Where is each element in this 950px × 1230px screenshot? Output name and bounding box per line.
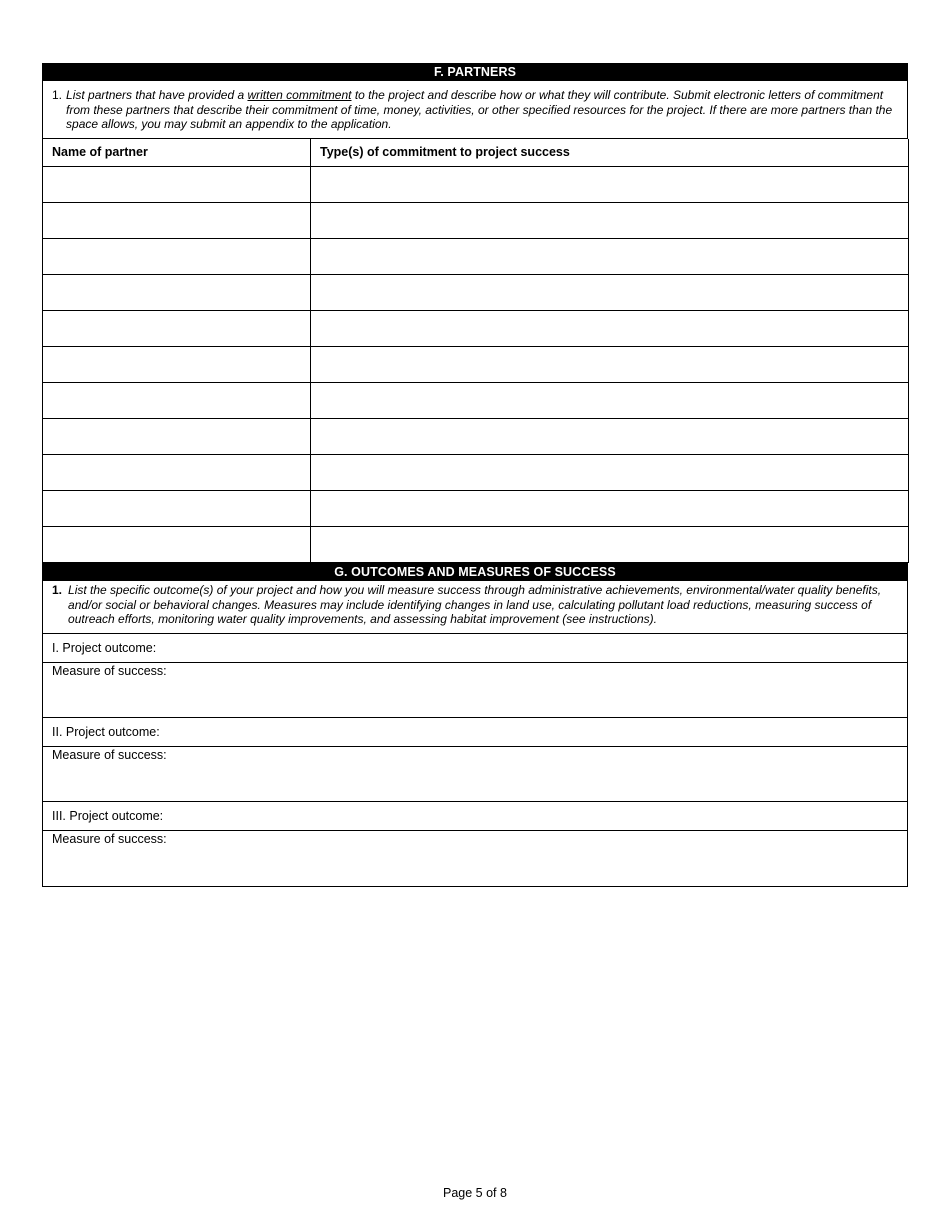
commitment-cell[interactable] [311, 383, 909, 419]
commitment-cell[interactable] [311, 419, 909, 455]
instruction-number: 1. [52, 88, 63, 102]
instruction-number: 1. [52, 583, 63, 597]
measure-label: Measure of success: [52, 663, 167, 678]
instruction-text-underlined: written commitment [247, 88, 352, 102]
table-row [43, 383, 909, 419]
section-f-instructions [42, 81, 908, 139]
instruction-text-pre: List partners that have provided a [66, 88, 248, 102]
partner-name-cell[interactable] [43, 419, 311, 455]
table-row [43, 239, 909, 275]
project-outcome-label: I. Project outcome: [52, 640, 157, 655]
measure-of-success-2[interactable] [43, 747, 907, 802]
instruction-text [66, 88, 897, 132]
project-outcome-label: II. Project outcome: [52, 724, 160, 739]
measure-of-success-3[interactable] [43, 831, 907, 886]
table-row [43, 455, 909, 491]
col-header-partner: Name of partner [43, 139, 311, 167]
instruction-text: List the specific outcome(s) of your project and how you will measure success through administrative achievements, environmental/water quality benefits, and/or social or behavioral changes. Measures may include identifying changes in land use, calculating pollutant load reductions, measuring success of outreach efforts, monitoring water quality improvements, and assessing habitat improvement (see instructions). [68, 583, 882, 626]
commitment-cell[interactable] [311, 527, 909, 563]
section-g-instructions [43, 581, 907, 634]
table-row [43, 347, 909, 383]
partner-name-cell[interactable] [43, 383, 311, 419]
col-header-commitment: Type(s) of commitment to project success [311, 139, 909, 167]
measure-label: Measure of success: [52, 831, 167, 846]
page-number: Page 5 of 8 [443, 1186, 507, 1200]
partner-name-cell[interactable] [43, 239, 311, 275]
section-f-header: F. PARTNERS [42, 63, 908, 81]
partner-name-cell[interactable] [43, 167, 311, 203]
commitment-cell[interactable] [311, 347, 909, 383]
project-outcome-2[interactable] [43, 718, 907, 747]
table-row [43, 275, 909, 311]
commitment-cell[interactable] [311, 455, 909, 491]
commitment-cell[interactable] [311, 491, 909, 527]
table-row [43, 527, 909, 563]
partner-name-cell[interactable] [43, 311, 311, 347]
partner-name-cell[interactable] [43, 347, 311, 383]
partner-name-cell[interactable] [43, 527, 311, 563]
partner-name-cell[interactable] [43, 455, 311, 491]
commitment-cell[interactable] [311, 167, 909, 203]
commitment-cell[interactable] [311, 239, 909, 275]
project-outcome-1[interactable] [43, 634, 907, 663]
instruction-text-post: to the project and describe how or what they will contribute. Submit electronic letters of commitment from these partners that describe their commitment of time, money, activities, or other specified resources for the project. If there are more partners than the space allows, you may submit an appendix to the application. [66, 88, 893, 131]
project-outcome-3[interactable] [43, 802, 907, 831]
partners-table [42, 139, 909, 564]
commitment-cell[interactable] [311, 275, 909, 311]
project-outcome-label: III. Project outcome: [52, 808, 164, 823]
partner-name-cell[interactable] [43, 203, 311, 239]
commitment-cell[interactable] [311, 203, 909, 239]
partners-table-header [43, 139, 909, 167]
section-g-header: G. OUTCOMES AND MEASURES OF SUCCESS [42, 563, 908, 581]
partner-name-cell[interactable] [43, 491, 311, 527]
commitment-cell[interactable] [311, 311, 909, 347]
table-row [43, 311, 909, 347]
table-row [43, 167, 909, 203]
table-row [43, 491, 909, 527]
partner-name-cell[interactable] [43, 275, 311, 311]
section-g-box [42, 581, 908, 887]
measure-of-success-1[interactable] [43, 663, 907, 718]
table-row [43, 203, 909, 239]
measure-label: Measure of success: [52, 747, 167, 762]
table-row [43, 419, 909, 455]
application-form-page [42, 63, 908, 887]
